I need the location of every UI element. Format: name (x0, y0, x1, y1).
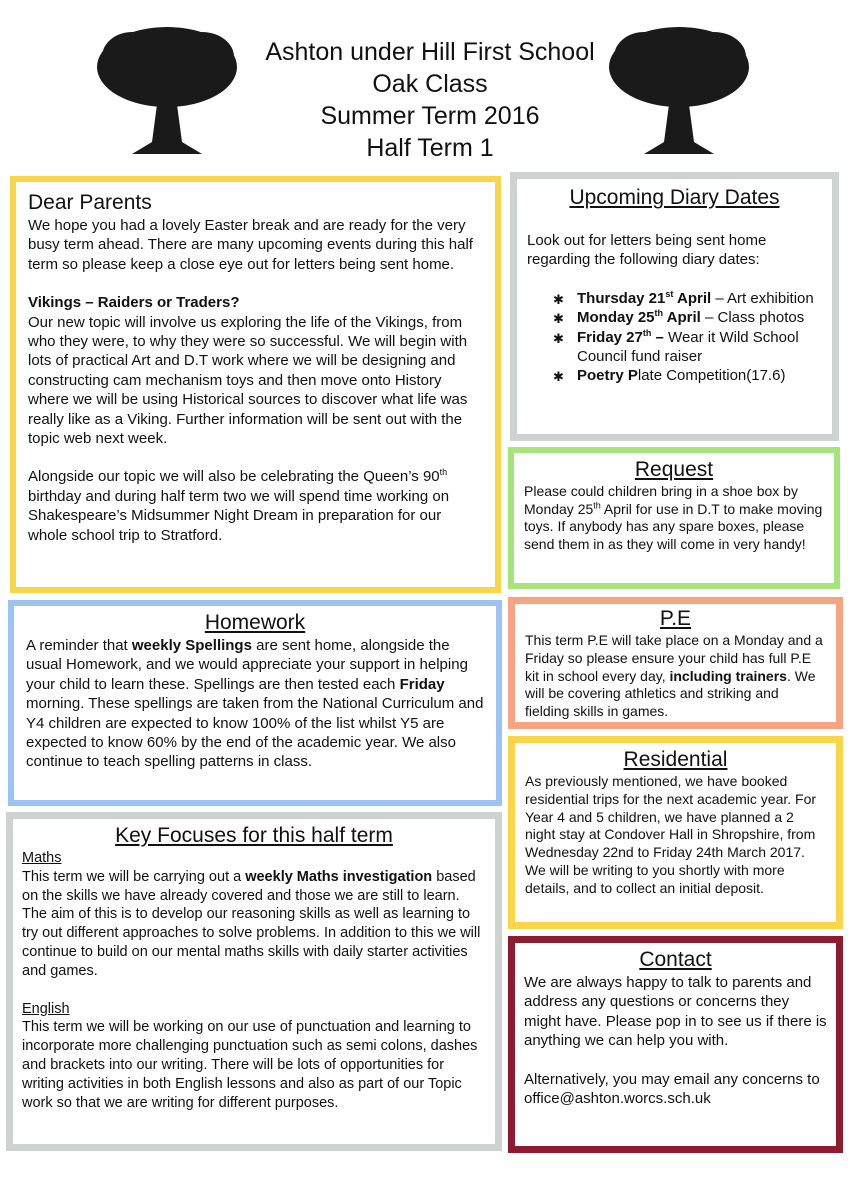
homework-body (26, 636, 484, 772)
half-term: Half Term 1 (366, 134, 494, 162)
text-segment: are sent home, alongside the usual Homework, and we would appreciate your support in helping your child to learn these. Spellings are then tested each (26, 637, 468, 693)
pe-title: P.E (659, 607, 692, 630)
dear-parents-box (10, 176, 501, 593)
diary-dates-title: Upcoming Diary Dates (569, 186, 780, 209)
request-title: Request (634, 458, 714, 481)
text-segment: Wear it Wild School Council fund raiser (577, 328, 799, 366)
homework-box (8, 600, 502, 806)
request-box (508, 447, 840, 589)
text-segment: We are always happy to talk to parents and address any questions or concerns they might have. Please pop in to see us if there is anything we can help you with. (524, 974, 827, 1050)
english-body (22, 1018, 486, 1112)
text-segment: st (665, 288, 674, 299)
english-subtitle: English (22, 1000, 70, 1017)
text-segment: birthday and during half term two we will spend time working on Shakespeare’s Midsummer Night Dream in preparation for our whole school trip to Stratford. (28, 487, 450, 544)
text-segment: th (642, 327, 652, 338)
homework-title: Homework (204, 611, 306, 634)
diary-item (553, 366, 822, 385)
intro-paragraph (28, 216, 483, 274)
queen-paragraph (28, 467, 483, 545)
text-segment: Our new topic will involve us exploring the life of the Vikings, from who they were, to why they were so successful. We will begin with lots of practical Art and D.T work where we will be designing and constructing cam mechanism toys and then move onto History where we will be using Historical sources to discover what life was really like as a Viking. Further information will be sent out with the topic web next week. (28, 313, 468, 448)
contact-email-text (524, 1070, 827, 1109)
text-segment: April for use in D.T to make moving toys. If anybody has any spare boxes, please send them in as they will come in very handy! (524, 500, 823, 552)
maths-subtitle: Maths (22, 850, 62, 866)
text-segment: Friday (399, 675, 445, 693)
asterisk-bullet-icon: ✱ (553, 330, 564, 346)
text-segment: Monday 25 (577, 309, 655, 327)
topic-subtitle: Vikings – Raiders or Traders? (28, 294, 240, 312)
maths-body (22, 868, 486, 981)
text-segment: Alternatively, you may email any concerns to office@ashton.worcs.sch.uk (524, 1070, 820, 1108)
diary-list (527, 289, 822, 386)
residential-title: Residential (623, 748, 728, 771)
dear-parents-title: Dear Parents (28, 191, 152, 214)
request-body (524, 483, 824, 553)
text-segment: As previously mentioned, we have booked residential trips for the next academic year. For Year 4 and 5 children, we have planned a 2 night stay at Condover Hall in Shropshire, from Wednesday 22nd to Friday 24th March 2017. We will be writing to you shortly with more details, and to collect an initial deposit. (525, 773, 817, 896)
text-segment: Please could children bring in a shoe box by Monday 25 (524, 483, 798, 517)
contact-box (508, 936, 843, 1153)
diary-item-text (577, 367, 785, 384)
diary-intro: Look out for letters being sent home regarding the following diary dates: (527, 232, 767, 269)
residential-body (525, 773, 826, 898)
class-name: Oak Class (372, 70, 488, 98)
text-segment: weekly Maths investigation (245, 868, 433, 885)
diary-item-text (577, 290, 814, 307)
text-segment: This term we will be working on our use of punctuation and learning to incorporate more challenging punctuation such as semi colons, dashes and brackets into our writing. There will be lots of opportunities for writing activities in both English lessons and also as part of our Topic work so that we are writing for different purposes. (22, 1019, 478, 1111)
text-segment: late Competition(17.6) (637, 367, 786, 385)
text-segment: This term we will be carrying out a (22, 868, 246, 885)
residential-box (508, 736, 843, 929)
text-segment: We hope you had a lovely Easter break and are ready for the very busy term ahead. There are many upcoming events during this half term so please keep a close eye out for letters being sent home. (28, 217, 473, 273)
text-segment: – Class photos (700, 309, 805, 327)
key-focuses-title: Key Focuses for this half term (115, 824, 393, 847)
text-segment: – Art exhibition (711, 289, 814, 307)
contact-title: Contact (639, 948, 712, 971)
diary-item (553, 327, 822, 367)
text-segment: . We will be covering athletics and striking and fielding skills in games. (525, 667, 816, 720)
asterisk-bullet-icon: ✱ (553, 369, 564, 385)
pe-body (525, 632, 826, 721)
text-segment: April (663, 309, 701, 327)
text-segment: Alongside our topic we will also be celebrating the Queen’s 90 (28, 468, 440, 486)
text-segment: including trainers (669, 667, 787, 684)
diary-item (553, 288, 822, 308)
diary-dates-box (510, 172, 839, 441)
diary-item (553, 308, 822, 327)
text-segment: morning. These spellings are taken from the National Curriculum and Y4 children are expected to know 100% of the list whilst Y5 are expected to know 60% by the end of the academic year. We also continue to teach spelling patterns in class. (26, 695, 484, 771)
diary-item-text (577, 309, 804, 326)
contact-body (524, 973, 827, 1051)
text-segment: based on the skills we have already covered and those we are still to learn. The aim of this is to develop our reasoning skills as well as learning to try out different approaches to solve problems. In addition to this we will continue to build on our mental maths skills with daily starter activities and games. (22, 868, 481, 979)
key-focuses-box (6, 812, 502, 1151)
asterisk-bullet-icon: ✱ (553, 311, 564, 327)
topic-paragraph (28, 313, 483, 449)
text-segment: weekly Spellings (131, 637, 252, 654)
asterisk-bullet-icon: ✱ (553, 291, 564, 307)
term: Summer Term 2016 (320, 102, 540, 130)
text-segment: A reminder that (26, 637, 132, 654)
text-segment: Poetry P (577, 367, 638, 385)
text-segment: – (651, 328, 664, 346)
text-segment: th (593, 499, 601, 510)
text-segment: Friday 27 (577, 328, 643, 346)
page-header (200, 36, 660, 164)
text-segment: Thursday 21 (577, 289, 666, 307)
diary-item-text (577, 329, 799, 365)
pe-box (508, 597, 843, 729)
text-segment: th (654, 308, 664, 319)
school-name: Ashton under Hill First School (265, 38, 595, 66)
text-segment: This term P.E will take place on a Monday and a Friday so please ensure your child has full P.E kit in school every day, (525, 632, 823, 684)
text-segment: th (439, 467, 448, 478)
text-segment: April (673, 289, 712, 307)
